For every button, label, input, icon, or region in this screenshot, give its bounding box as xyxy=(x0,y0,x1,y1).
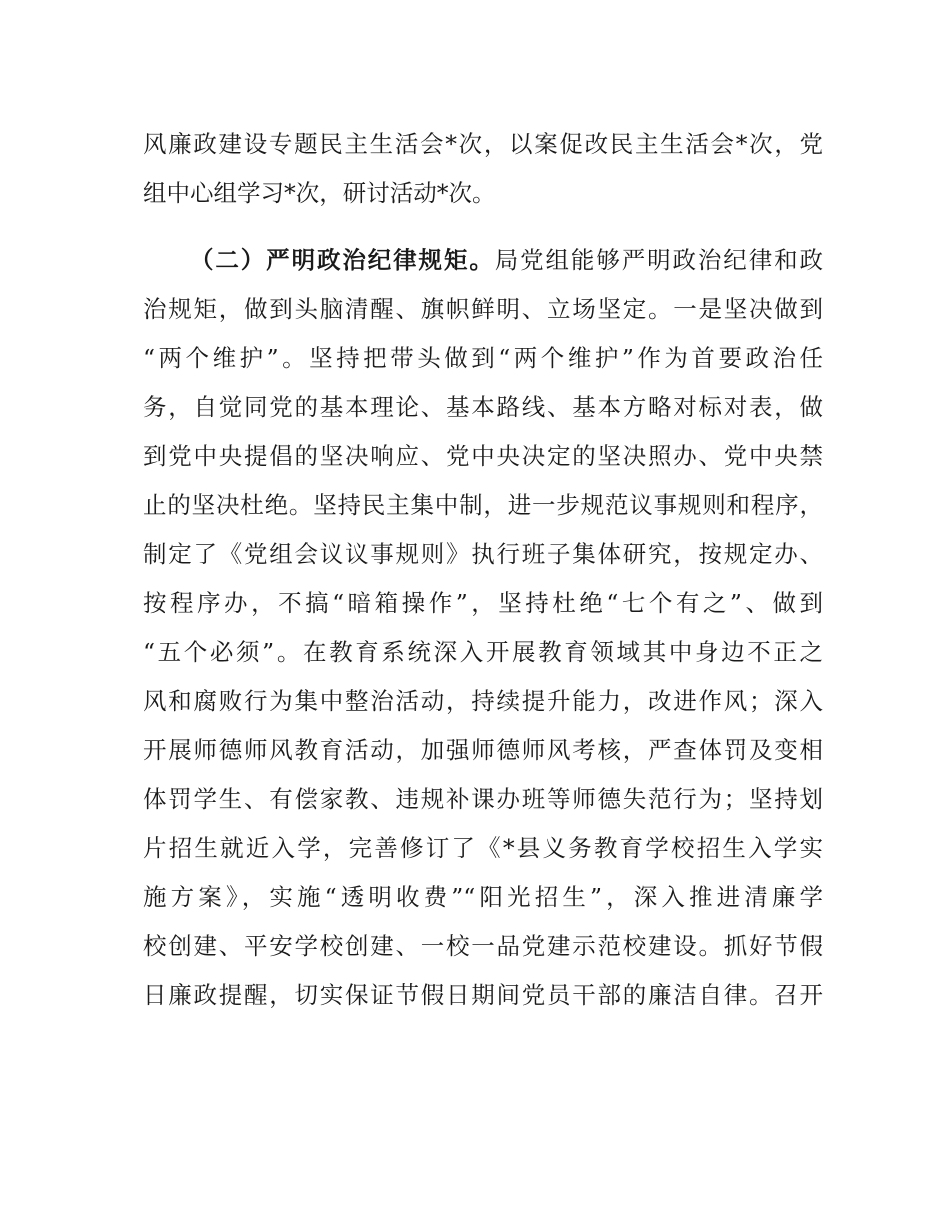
text-line: 风和腐败行为集中整治活动，持续提升能力，改进作风；深入 xyxy=(143,687,823,715)
text-line: “五个必须”。在教育系统深入开展教育领域其中身边不正之 xyxy=(143,638,823,666)
text-line: 日廉政提醒，切实保证节假日期间党员干部的廉洁自律。召开 xyxy=(143,981,823,1009)
paragraph-2 xyxy=(143,236,823,1020)
text-line: 务，自觉同党的基本理论、基本路线、基本方略对标对表，做 xyxy=(143,393,823,421)
text-run: 局党组能够严明政治纪律和政 xyxy=(494,246,823,274)
text-line: 治规矩，做到头脑清醒、旗帜鲜明、立场坚定。一是坚决做到 xyxy=(143,295,823,323)
text-line: 按程序办，不搞“暗箱操作”，坚持杜绝“七个有之”、做到 xyxy=(143,589,823,617)
text-line: 校创建、平安学校创建、一校一品党建示范校建设。抓好节假 xyxy=(143,932,823,960)
text-line: 体罚学生、有偿家教、违规补课办班等师德失范行为；坚持划 xyxy=(143,785,823,813)
text-line: 施方案》，实施“透明收费”“阳光招生”，深入推进清廉学 xyxy=(143,883,823,911)
paragraph-1 xyxy=(143,120,823,218)
text-line: 到党中央提倡的坚决响应、党中央决定的坚决照办、党中央禁 xyxy=(143,442,823,470)
text-line: “两个维护”。坚持把带头做到“两个维护”作为首要政治任 xyxy=(143,344,823,372)
text-line: 止的坚决杜绝。坚持民主集中制，进一步规范议事规则和程序， xyxy=(143,491,823,519)
paragraph-first-line xyxy=(143,236,823,285)
text-line: 风廉政建设专题民主生活会*次，以案促改民主生活会*次，党 xyxy=(143,130,823,158)
text-line: 开展师德师风教育活动，加强师德师风考核，严查体罚及变相 xyxy=(143,736,823,764)
text-line: 制定了《党组会议议事规则》执行班子集体研究，按规定办、 xyxy=(143,540,823,568)
section-heading: （二）严明政治纪律规矩。 xyxy=(190,246,495,274)
text-line: 片招生就近入学，完善修订了《*县义务教育学校招生入学实 xyxy=(143,834,823,862)
text-line: 组中心组学习*次，研讨活动*次。 xyxy=(143,179,496,207)
